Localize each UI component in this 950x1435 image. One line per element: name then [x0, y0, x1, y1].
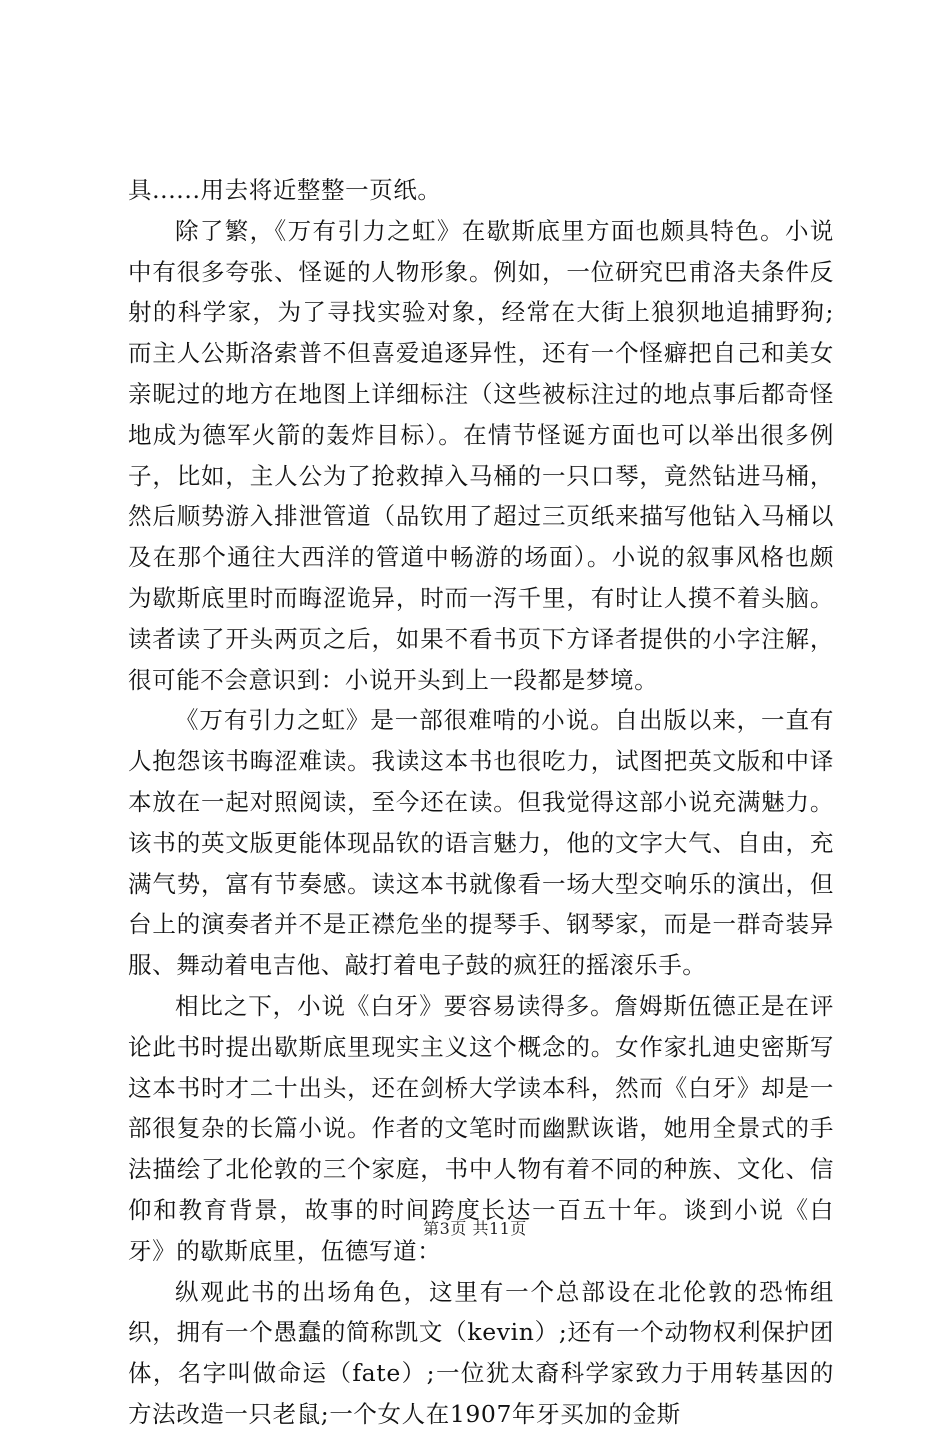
paragraph-difficult-novel: 《万有引力之虹》是一部很难啃的小说。自出版以来，一直有人抱怨该书晦涩难读。我读这本书也很吃力，试图把英文版和中译本放在一起对照阅读，至今还在读。但我觉得这部小说充满魅力。该书的英文版更能体现品钦的语言魅力，他的文字大气、自由，充满气势，富有节奏感。读这本书就像看一场大型交响乐的演出，但台上的演奏者并不是正襟危坐的提琴手、钢琴家，而是一群奇装异服、舞动着电吉他、敲打着电子鼓的疯狂的摇滚乐手。	[128, 706, 834, 980]
body-text	[128, 170, 834, 1435]
paragraph-continuation: 具......用去将近整整一页纸。	[128, 176, 442, 204]
page-number-footer: 第3页 共11页	[423, 1219, 527, 1238]
paragraph-white-teeth: 相比之下，小说《白牙》要容易读得多。詹姆斯伍德正是在评论此书时提出歇斯底里现实主义这个概念的。女作家扎迪史密斯写这本书时才二十出头，还在剑桥大学读本科，然而《白牙》却是一部很复杂的长篇小说。作者的文笔时而幽默诙谐，她用全景式的手法描绘了北伦敦的三个家庭，书中人物有着不同的种族、文化、信仰和教育背景，故事的时间跨度长达一百五十年。谈到小说《白牙》的歇斯底里，伍德写道：	[128, 991, 834, 1265]
paragraph-quote: 纵观此书的出场角色，这里有一个总部设在北伦敦的恐怖组织，拥有一个愚蠢的简称凯文（kevin）;还有一个动物权利保护团体，名字叫做命运（fate）;一位犹太裔科学家致力于用转基因的方法改造一只老鼠;一个女人在1907年牙买加的金斯	[128, 1277, 834, 1428]
paragraph-hysteria-features: 除了繁，《万有引力之虹》在歇斯底里方面也颇具特色。小说中有很多夸张、怪诞的人物形象。例如，一位研究巴甫洛夫条件反射的科学家，为了寻找实验对象，经常在大街上狼狈地追捕野狗;而主人公斯洛索普不但喜爱追逐异性，还有一个怪癖把自己和美女亲昵过的地方在地图上详细标注（这些被标注过的地点事后都奇怪地成为德军火箭的轰炸目标）。在情节怪诞方面也可以举出很多例子，比如，主人公为了抢救掉入马桶的一只口琴，竟然钻进马桶，然后顺势游入排泄管道（品钦用了超过三页纸来描写他钻入马桶以及在那个通往大西洋的管道中畅游的场面）。小说的叙事风格也颇为歇斯底里时而晦涩诡异，时而一泻千里，有时让人摸不着头脑。读者读了开头两页之后，如果不看书页下方译者提供的小字注解，很可能不会意识到：小说开头到上一段都是梦境。	[128, 216, 834, 694]
